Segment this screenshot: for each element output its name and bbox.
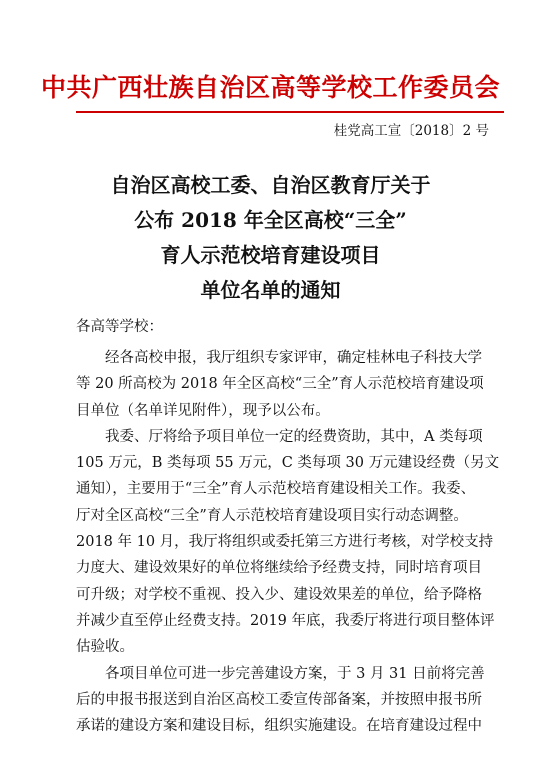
notice-title <box>0 168 541 308</box>
body-text-line: 目单位（名单详见附件），现予以公布。 <box>76 402 330 419</box>
body-text-line: 我委、厅将给予项目单位一定的经费资助，其中，A 类每项 <box>105 428 483 445</box>
header-red-rule <box>76 111 504 113</box>
body-text-line: 厅对全区高校“三全”育人示范校培育建设项目实行动态调整。 <box>76 507 468 524</box>
body-text-line: 承诺的建设方案和建设目标，组织实施建设。在培育建设过程中 <box>76 718 482 735</box>
notice-title-line: 公布 2018 年全区高校“三全” <box>134 208 407 232</box>
body-text-line: 力度大、建设效果好的单位将继续给予经费支持，同时培育项目 <box>76 560 482 577</box>
body-text-line: 2018 年 10 月，我厅将组织或委托第三方进行考核，对学校支持 <box>76 534 494 551</box>
body-text-line: 105 万元，B 类每项 55 万元，C 类每项 30 万元建设经费（另文 <box>76 455 500 472</box>
salutation: 各高等学校： <box>76 319 163 335</box>
body-text <box>76 345 504 739</box>
body-text-line: 经各高校申报，我厅组织专家评审，确定桂林电子科技大学 <box>105 350 482 366</box>
issuing-organization-title: 中共广西壮族自治区高等学校工作委员会 <box>40 73 500 102</box>
document-number: 桂党高工宣〔2018〕2 号 <box>333 123 489 139</box>
body-text-line: 后的申报书报送到自治区高校工委宣传部备案，并按照申报书所 <box>76 691 482 708</box>
notice-title-line: 育人示范校培育建设项目 <box>160 243 381 267</box>
notice-title-line: 自治区高校工委、自治区教育厅关于 <box>110 173 431 197</box>
body-text-line: 估验收。 <box>76 639 134 656</box>
body-text-line: 各项目单位可进一步完善建设方案，于 3 月 31 日前将完善 <box>105 665 485 682</box>
body-text-line: 可升级；对学校不重视、投入少、建设效果差的单位，给予降格 <box>76 586 482 603</box>
body-text-line: 等 20 所高校为 2018 年全区高校“三全”育人示范校培育建设项 <box>76 376 484 393</box>
body-text-line: 通知），主要用于“三全”育人示范校培育建设相关工作。我委、 <box>76 481 476 498</box>
notice-title-line: 单位名单的通知 <box>200 278 341 302</box>
body-text-line: 并减少直至停止经费支持。2019 年底，我委厅将进行项目整体评 <box>76 612 495 629</box>
